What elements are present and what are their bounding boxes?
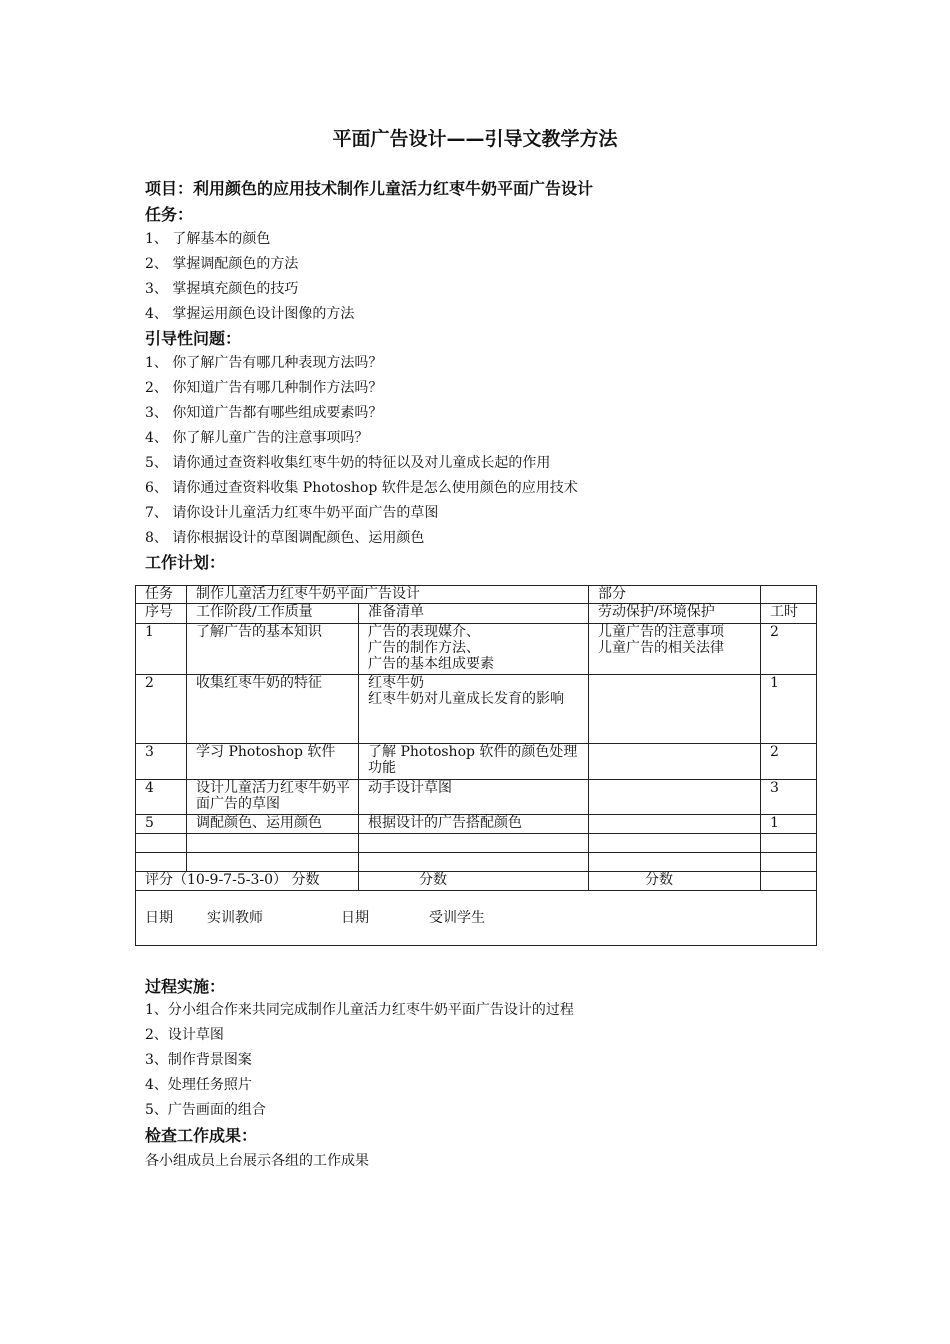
table-header-row <box>136 604 817 624</box>
stage-cell: 学习 Photoshop 软件 <box>187 744 359 780</box>
question-item: 6、 请你通过查资料收集 Photoshop 软件是怎么使用颜色的应用技术 <box>145 480 578 496</box>
score-empty-cell <box>761 872 817 891</box>
hours-cell: 1 <box>761 815 817 834</box>
header-cell: 工作阶段/工作质量 <box>187 604 359 624</box>
check-text: 各小组成员上台展示各组的工作成果 <box>145 1153 369 1169</box>
score-cell: 分数 <box>359 872 589 891</box>
table-row <box>136 624 817 675</box>
task-item: 3、 掌握填充颜色的技巧 <box>145 281 299 297</box>
task-item: 1、 了解基本的颜色 <box>145 231 271 247</box>
protect-line: 儿童广告的注意事项 <box>598 624 724 640</box>
process-item: 3、制作背景图案 <box>145 1052 252 1068</box>
hours-cell: 3 <box>761 780 817 815</box>
prep-cell: 了解 Photoshop 软件的颜色处理功能 <box>359 744 589 780</box>
header-cell: 准备清单 <box>359 604 589 624</box>
protect-cell <box>589 744 761 780</box>
table-row <box>136 780 817 815</box>
score-row <box>136 872 817 891</box>
plan-heading: 工作计划： <box>145 553 226 572</box>
part-label-cell: 部分 <box>589 586 761 604</box>
prep-line: 红枣牛奶对儿童成长发育的影响 <box>368 691 564 707</box>
signature-row <box>136 891 817 946</box>
protect-line: 儿童广告的相关法律 <box>598 640 724 656</box>
row-number-cell: 3 <box>136 744 187 780</box>
prep-cell: 根据设计的广告搭配颜色 <box>359 815 589 834</box>
protect-cell <box>589 624 761 675</box>
student-label: 受训学生 <box>429 910 485 926</box>
question-item: 5、 请你通过查资料收集红枣牛奶的特征以及对儿童成长起的作用 <box>145 455 551 471</box>
process-item: 2、设计草图 <box>145 1027 224 1043</box>
stage-cell: 收集红枣牛奶的特征 <box>187 675 359 744</box>
table-row-empty <box>136 853 817 872</box>
prep-line: 广告的制作方法、 <box>368 640 480 656</box>
task-value-cell: 制作儿童活力红枣牛奶平面广告设计 <box>187 586 589 604</box>
guide-heading: 引导性问题： <box>145 329 242 348</box>
project-heading: 项目：利用颜色的应用技术制作儿童活力红枣牛奶平面广告设计 <box>145 179 594 198</box>
process-item: 4、处理任务照片 <box>145 1077 252 1093</box>
question-item: 3、 你知道广告都有哪些组成要素吗？ <box>145 405 383 421</box>
question-item: 7、 请你设计儿童活力红枣牛奶平面广告的草图 <box>145 505 439 521</box>
row-number-cell: 5 <box>136 815 187 834</box>
hours-cell: 2 <box>761 744 817 780</box>
check-heading: 检查工作成果： <box>145 1126 258 1145</box>
score-cell: 分数 <box>589 872 761 891</box>
task-item: 2、 掌握调配颜色的方法 <box>145 256 299 272</box>
stage-cell: 设计儿童活力红枣牛奶平面广告的草图 <box>187 780 359 815</box>
table-row <box>136 586 817 604</box>
prep-line: 广告的表现媒介、 <box>368 624 480 640</box>
question-item: 4、 你了解儿童广告的注意事项吗？ <box>145 430 369 446</box>
protect-cell <box>589 815 761 834</box>
question-item: 2、 你知道广告有哪几种制作方法吗？ <box>145 380 383 396</box>
header-cell: 工时 <box>761 604 817 624</box>
part-value-cell <box>761 586 817 604</box>
process-item: 1、分小组合作来共同完成制作儿童活力红枣牛奶平面广告设计的过程 <box>145 1002 574 1018</box>
row-number-cell: 1 <box>136 624 187 675</box>
table-row <box>136 675 817 744</box>
question-item: 8、 请你根据设计的草图调配颜色、运用颜色 <box>145 530 425 546</box>
table-row <box>136 744 817 780</box>
protect-cell <box>589 780 761 815</box>
teacher-label: 实训教师 <box>207 910 263 926</box>
process-item: 5、广告画面的组合 <box>145 1102 266 1118</box>
row-number-cell: 4 <box>136 780 187 815</box>
signature-cell <box>136 891 817 946</box>
task-item: 4、 掌握运用颜色设计图像的方法 <box>145 306 355 322</box>
prep-cell <box>359 675 589 744</box>
header-cell: 劳动保护/环境保护 <box>589 604 761 624</box>
row-number-cell: 2 <box>136 675 187 744</box>
hours-cell: 1 <box>761 675 817 744</box>
process-heading: 过程实施： <box>145 977 226 996</box>
hours-cell: 2 <box>761 624 817 675</box>
table-row-empty <box>136 834 817 853</box>
score-label-cell: 评分（10-9-7-5-3-0） 分数 <box>136 872 359 891</box>
prep-cell <box>359 624 589 675</box>
table-row <box>136 815 817 834</box>
question-item: 1、 你了解广告有哪几种表现方法吗？ <box>145 355 383 371</box>
header-cell: 序号 <box>136 604 187 624</box>
protect-cell <box>589 675 761 744</box>
document-title: 平面广告设计——引导文教学方法 <box>332 128 618 150</box>
prep-cell: 动手设计草图 <box>359 780 589 815</box>
date-label: 日期 <box>341 910 369 926</box>
prep-line: 广告的基本组成要素 <box>368 656 494 672</box>
stage-cell: 了解广告的基本知识 <box>187 624 359 675</box>
date-label: 日期 <box>145 910 173 926</box>
work-plan-table <box>135 585 817 946</box>
task-heading: 任务： <box>145 205 194 224</box>
task-label-cell: 任务 <box>136 586 187 604</box>
stage-cell: 调配颜色、运用颜色 <box>187 815 359 834</box>
prep-line: 红枣牛奶 <box>368 675 424 691</box>
